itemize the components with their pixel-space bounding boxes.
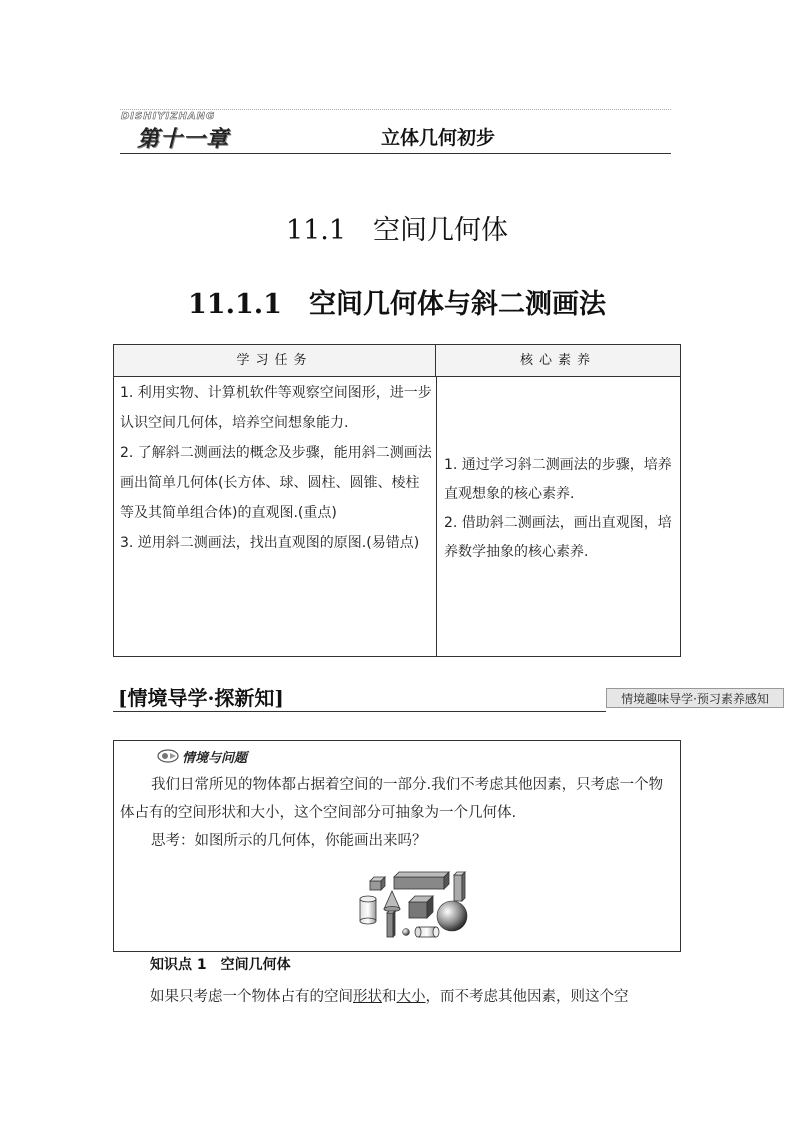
scenario-question: 思考：如图所示的几何体，你能画出来吗？ bbox=[151, 833, 427, 849]
table-divider bbox=[436, 376, 437, 656]
geometric-solids-figure bbox=[354, 869, 474, 948]
competencies-cell bbox=[444, 451, 676, 567]
section-subtitle: 11.1.1 空间几何体与斜二测画法 bbox=[188, 289, 606, 320]
task-item: 1. 利用实物、计算机软件等观察空间图形，进一步认识空间几何体，培养空间想象能力. bbox=[120, 385, 432, 431]
tasks-cell bbox=[120, 378, 432, 558]
scenario-text bbox=[120, 771, 676, 855]
objectives-table bbox=[113, 344, 681, 657]
knowledge-point-title: 知识点 1 空间几何体 bbox=[150, 957, 291, 973]
competency-item: 2. 借助斜二测画法，画出直观图，培养数学抽象的核心素养. bbox=[444, 515, 672, 560]
kp-term-shape: 形状 bbox=[353, 989, 382, 1005]
bulb-icon bbox=[156, 748, 180, 768]
header-dotted-line bbox=[120, 109, 671, 110]
task-item: 2. 了解斜二测画法的概念及步骤，能用斜二测画法画出简单几何体(长方体、球、圆柱、圆锥、棱柱等及其简单组合体)的直观图.(重点) bbox=[120, 445, 432, 521]
chapter-title: 立体几何初步 bbox=[381, 127, 496, 149]
competency-item: 1. 通过学习斜二测画法的步骤，培养直观想象的核心素养. bbox=[444, 457, 672, 502]
chapter-label: 第十一章 bbox=[137, 127, 230, 152]
banner-rule bbox=[113, 711, 606, 712]
chapter-pinyin: DISHIYIZHANG bbox=[121, 111, 216, 122]
kp-term-size: 大小 bbox=[396, 989, 426, 1005]
header-rule bbox=[120, 153, 671, 154]
task-item: 3. 逆用斜二测画法，找出直观图的原图.(易错点) bbox=[120, 535, 420, 551]
scenario-box bbox=[113, 740, 681, 952]
section-banner-tag: 情境趣味导学·预习素养感知 bbox=[606, 688, 784, 708]
section-title: 11.1 空间几何体 bbox=[285, 215, 509, 246]
tasks-header: 学习任务 bbox=[114, 345, 436, 377]
kp-text-before: 如果只考虑一个物体占有的空间 bbox=[150, 989, 353, 1005]
knowledge-point-text bbox=[150, 985, 690, 1006]
competencies-header: 核心素养 bbox=[436, 345, 680, 377]
kp-text-after: ，而不考虑其他因素，则这个空 bbox=[425, 989, 629, 1005]
section-banner-title: [情境导学·探新知] bbox=[118, 686, 284, 710]
kp-text-and: 和 bbox=[382, 989, 397, 1005]
scenario-paragraph: 我们日常所见的物体都占据着空间的一部分.我们不考虑其他因素，只考虑一个物体占有的空间形状和大小，这个空间部分可抽象为一个几何体. bbox=[120, 777, 664, 821]
scenario-label: 情境与问题 bbox=[182, 751, 248, 766]
